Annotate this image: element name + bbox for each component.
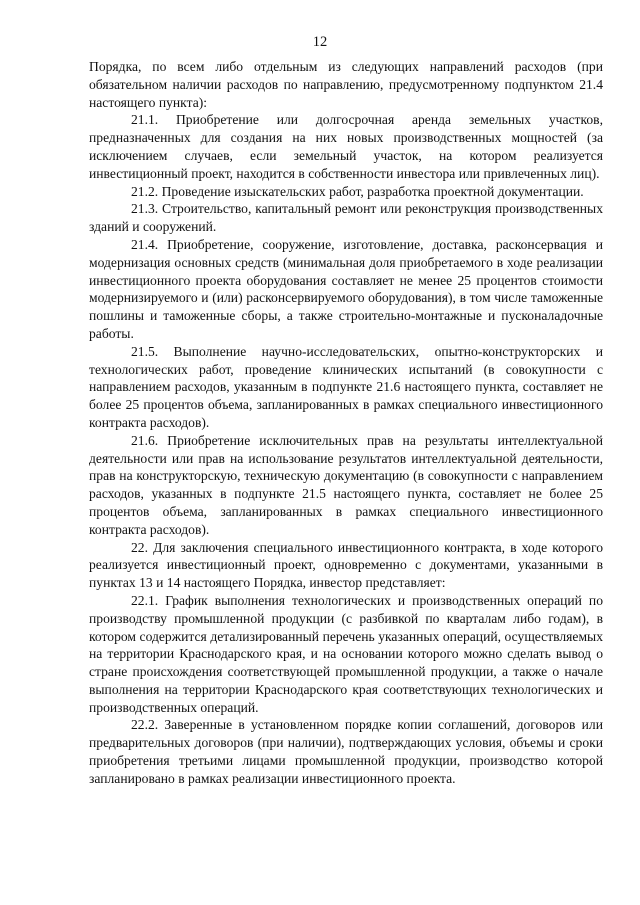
paragraph-22: 22. Для заключения специального инвестиционного контракта, в ходе которого реализуется инвестиционный проект, одновременно с документами, указанными в пунктах 13 и 14 настоящего Порядка, инвестор представляет: bbox=[89, 539, 603, 591]
paragraph-21-3: 21.3. Строительство, капитальный ремонт или реконструкция производственных зданий и сооружений. bbox=[89, 201, 603, 235]
paragraph-intro: Порядка, по всем либо отдельным из следующих направлений расходов (при обязательном наличии расходов по направлению, предусмотренному подпунктом 21.4 настоящего пункта): bbox=[89, 59, 603, 110]
paragraph-21-1: 21.1. Приобретение или долгосрочная аренда земельных участков, предназначенных для создания на них новых производственных мощностей (за исключением случаев, если земельный участок, на котором реализуется инвестиционный проект, находится в собственности инвестора или привлеченных лиц). bbox=[89, 112, 603, 181]
paragraph-21-6: 21.6. Приобретение исключительных прав на результаты интеллектуальной деятельности или прав на использование результатов интеллектуальной деятельности, прав на конструкторскую, техническую документацию (в совокупности с направлением расходов, указанных в подпункте 21.5 настоящего пункта, составляет не более 25 процентов объема, запланированных в рамках специального инвестиционного контракта расходов). bbox=[89, 432, 603, 537]
paragraph-21-4: 21.4. Приобретение, сооружение, изготовление, доставка, расконсервация и модернизация основных средств (минимальная доля приобретаемого в ходе реализации инвестиционного проекта оборудования составляет не менее 25 процентов стоимости модернизируемого и (или) расконсервируемого оборудования), в том числе таможенные пошлины и таможенные сборы, а также строительно-монтажные и пусконаладочные работы. bbox=[89, 236, 603, 341]
paragraph-22-2: 22.2. Заверенные в установленном порядке копии соглашений, договоров или предварительных договоров (при наличии), подтверждающих условия, объемы и сроки приобретения третьими лицами промышленной продукции, производство которой запланировано в рамках реализации инвестиционного проекта. bbox=[89, 717, 603, 786]
paragraph-21-5: 21.5. Выполнение научно-исследовательских, опытно-конструкторских и технологических работ, проведение клинических испытаний (в совокупности с направлением расходов, указанным в подпункте 21.6 настоящего пункта, составляет не более 25 процентов объема, запланированных в рамках специального инвестиционного контракта расходов). bbox=[89, 343, 603, 430]
paragraph-21-2: 21.2. Проведение изыскательских работ, разработка проектной документации. bbox=[131, 183, 584, 199]
page-number: 12 bbox=[312, 34, 328, 50]
document-body bbox=[89, 58, 603, 788]
paragraph-22-1: 22.1. График выполнения технологических и производственных операций по производству промышленной продукции (с разбивкой по кварталам либо годам), в котором содержится детализированный перечень указанных операций, осуществляемых на территории Краснодарского края, и на основании которого можно сделать вывод о стране происхождения соответствующей промышленной продукции, а также о начале выполнения на территории Краснодарского края соответствующих технологических и производственных операций. bbox=[89, 592, 603, 715]
